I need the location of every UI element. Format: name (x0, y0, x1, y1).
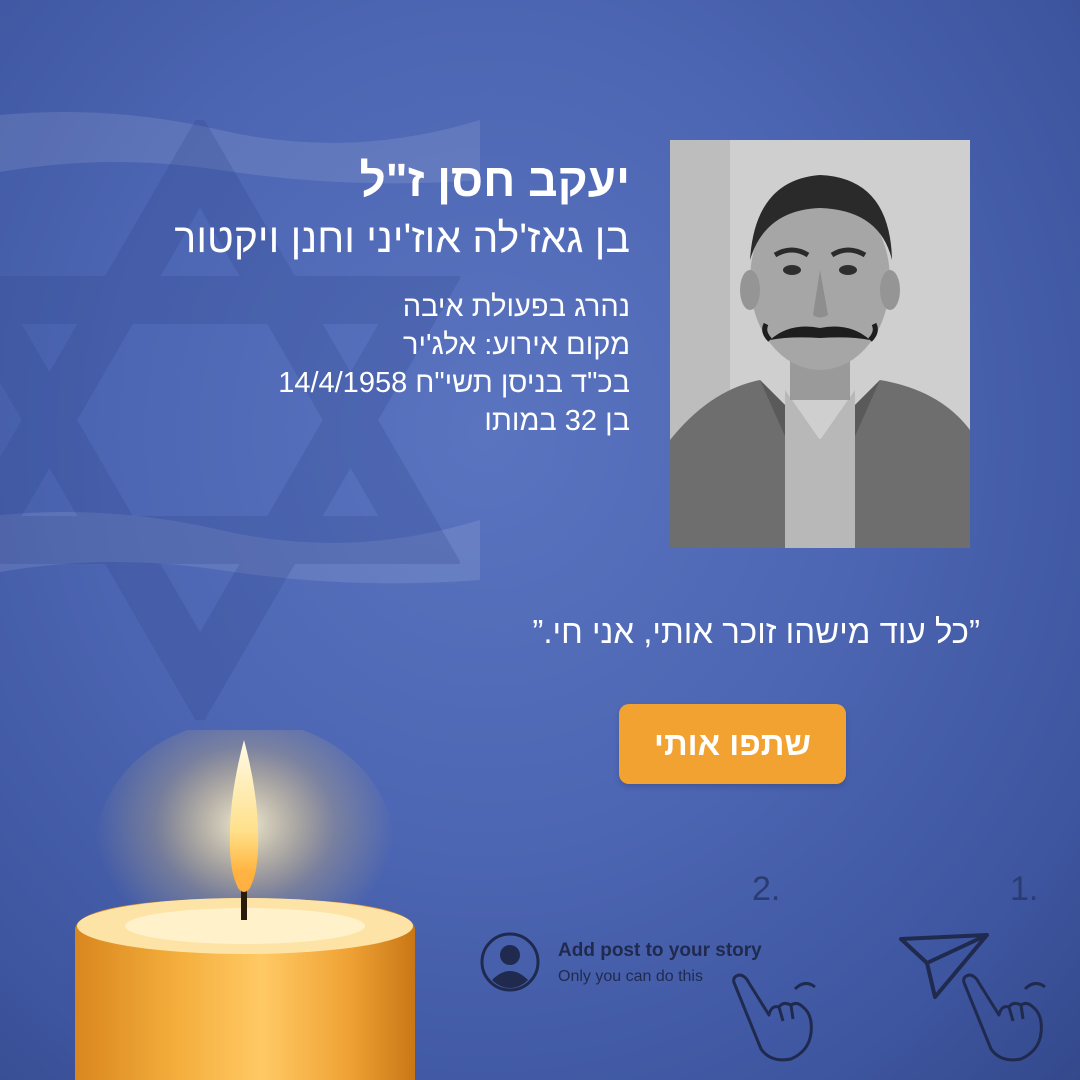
step-1-number: 1. (1010, 870, 1039, 908)
portrait-illustration (670, 140, 970, 548)
story-option-title: Add post to your story (558, 940, 762, 961)
parents-names: בן גאז'לה אוז'יני וחנן ויקטור (174, 215, 630, 261)
memorial-candle-icon (60, 730, 440, 1080)
avatar-icon (480, 932, 540, 992)
memorial-quote: ”כל עוד מישהו זוכר אותי, אני חי.” (532, 613, 980, 650)
deceased-name: יעקב חסן ז"ל (359, 154, 630, 206)
share-button[interactable]: שתפו אותי (619, 704, 846, 784)
step-2-number: 2. (752, 870, 781, 908)
pointing-hand-icon (955, 965, 1055, 1065)
pointing-hand-icon (725, 965, 825, 1065)
detail-date: בכ"ד בניסן תשי"ח 14/4/1958 (278, 367, 630, 399)
detail-circumstance: נהרג בפעולת איבה (402, 291, 630, 323)
story-option-subtitle: Only you can do this (558, 968, 703, 985)
detail-age: בן 32 במותו (484, 405, 630, 437)
memorial-text (70, 150, 630, 440)
portrait-photo (670, 140, 970, 548)
detail-location: מקום אירוע: אלג'יר (402, 329, 630, 361)
